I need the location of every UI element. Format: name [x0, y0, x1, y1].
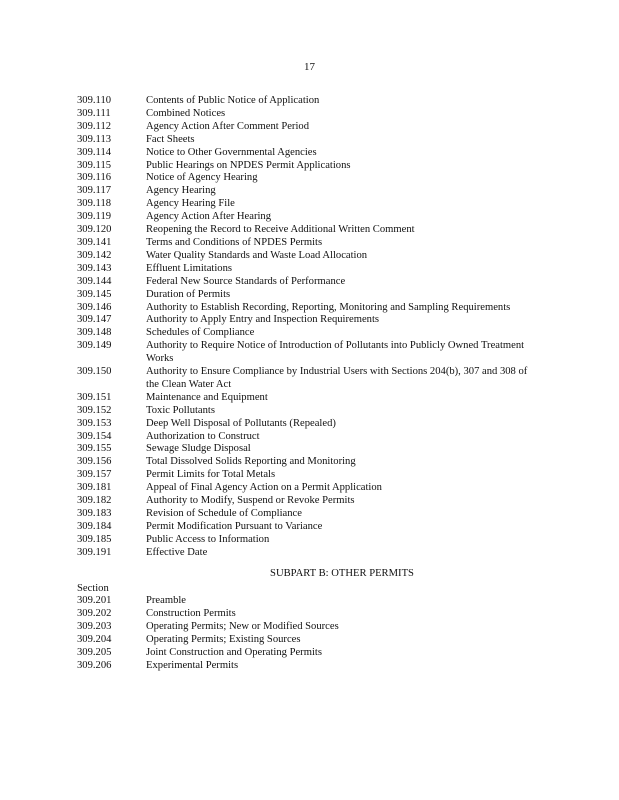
toc-entry: [77, 366, 537, 392]
section-title: Notice of Agency Hearing: [146, 172, 258, 184]
section-number: 309.154: [77, 430, 112, 442]
section-title: Deep Well Disposal of Pollutants (Repealed): [146, 417, 336, 429]
toc-entry: [77, 302, 537, 315]
section-title: Revision of Schedule of Compliance: [146, 508, 302, 519]
section-title: Public Hearings on NPDES Permit Applications: [146, 159, 351, 171]
toc-entry: [77, 224, 537, 237]
toc-entry: [77, 314, 537, 327]
section-label: Section: [77, 582, 109, 594]
section-title: Effective Date: [146, 546, 208, 558]
section-title: Public Access to Information: [146, 533, 270, 545]
section-number: 309.112: [77, 120, 112, 132]
section-title: Toxic Pollutants: [146, 404, 215, 416]
section-number: 309.202: [77, 608, 112, 620]
page-number: 17: [304, 61, 315, 73]
section-title: Operating Permits; Existing Sources: [146, 634, 301, 646]
section-number: 309.183: [77, 508, 112, 519]
section-number: 309.184: [77, 520, 112, 532]
section-title: Agency Hearing File: [146, 198, 235, 210]
toc-entry: [77, 521, 537, 534]
section-title: Agency Action After Hearing: [146, 211, 272, 223]
section-title: Contents of Public Notice of Application: [146, 95, 320, 106]
section-number: 309.155: [77, 443, 112, 455]
toc-entry: [77, 121, 537, 134]
section-title: Operating Permits; New or Modified Sources: [146, 621, 339, 633]
section-title: Combined Notices: [146, 107, 226, 119]
toc-entry: [77, 392, 537, 405]
toc-entry: [77, 95, 537, 108]
section-title: Permit Modification Pursuant to Variance: [146, 520, 323, 532]
section-number: 309.142: [77, 249, 112, 261]
section-number: 309.143: [77, 262, 112, 274]
toc-entry: [77, 508, 537, 521]
section-title: Construction Permits: [146, 608, 236, 620]
section-number: 309.156: [77, 456, 112, 468]
section-title: Authority to Require Notice of Introduction of Pollutants into Publicly Owned Treatment Works: [146, 340, 525, 365]
toc-entry: [77, 608, 537, 621]
toc-entry: [77, 172, 537, 185]
section-number: 309.141: [77, 236, 112, 248]
section-number: 309.146: [77, 301, 112, 313]
toc-entry: [77, 418, 537, 431]
section-number: 309.201: [77, 595, 112, 607]
toc-entry: [77, 456, 537, 469]
section-title: Preamble: [146, 595, 187, 607]
toc-entry: [77, 108, 537, 121]
section-title: Fact Sheets: [146, 133, 195, 145]
section-title: Permit Limits for Total Metals: [146, 469, 276, 481]
section-number: 309.120: [77, 224, 112, 236]
section-title: Effluent Limitations: [146, 262, 233, 274]
section-number: 309.182: [77, 495, 112, 507]
toc-entry: [77, 185, 537, 198]
section-title: Duration of Permits: [146, 288, 231, 300]
section-title: Authority to Modify, Suspend or Revoke Permits: [146, 495, 355, 507]
section-number: 309.144: [77, 275, 112, 287]
section-title: Terms and Conditions of NPDES Permits: [146, 236, 323, 248]
section-number: 309.205: [77, 647, 112, 659]
toc-entry: [77, 547, 537, 560]
section-number: 309.157: [77, 469, 112, 481]
section-number: 309.117: [77, 185, 112, 197]
section-title: Federal New Source Standards of Performance: [146, 275, 346, 287]
section-number: 309.110: [77, 95, 112, 106]
toc-entry: [77, 431, 537, 444]
section-number: 309.118: [77, 198, 112, 210]
section-number: 309.185: [77, 533, 112, 545]
section-number: 309.149: [77, 340, 112, 352]
section-number: 309.113: [77, 133, 112, 145]
subpart-b-heading: SUBPART B: OTHER PERMITS: [270, 567, 414, 579]
section-title: Maintenance and Equipment: [146, 391, 268, 403]
section-number: 309.203: [77, 621, 112, 633]
section-number: 309.148: [77, 327, 112, 339]
section-title: Authority to Apply Entry and Inspection Requirements: [146, 314, 380, 326]
section-number: 309.152: [77, 404, 112, 416]
section-title: Joint Construction and Operating Permits: [146, 647, 322, 659]
toc-entry: [77, 340, 537, 366]
section-number: 309.151: [77, 391, 112, 403]
subpart-b-list: [77, 595, 537, 672]
section-title: Total Dissolved Solids Reporting and Monitoring: [146, 456, 356, 468]
section-number: 309.204: [77, 634, 112, 646]
section-title: Appeal of Final Agency Action on a Permit Application: [146, 482, 382, 494]
toc-entry: [77, 289, 537, 302]
toc-entry: [77, 469, 537, 482]
section-number: 309.150: [77, 366, 112, 378]
section-number: 309.145: [77, 288, 112, 300]
toc-entry: [77, 211, 537, 224]
section-number: 309.114: [77, 146, 112, 158]
section-number: 309.181: [77, 482, 112, 494]
toc-entry: [77, 534, 537, 547]
section-title: Agency Hearing: [146, 185, 216, 197]
section-number: 309.111: [77, 107, 111, 119]
toc-entry: [77, 276, 537, 289]
section-number: 309.115: [77, 159, 112, 171]
toc-entry: [77, 147, 537, 160]
section-number: 309.147: [77, 314, 112, 326]
section-title: Water Quality Standards and Waste Load Allocation: [146, 249, 368, 261]
section-title: Authorization to Construct: [146, 430, 260, 442]
section-number: 309.191: [77, 546, 112, 558]
section-title: Authority to Establish Recording, Reporting, Monitoring and Sampling Requirements: [146, 301, 511, 313]
toc-entry: [77, 134, 537, 147]
section-title: Reopening the Record to Receive Additional Written Comment: [146, 224, 415, 236]
section-number: 309.119: [77, 211, 112, 223]
toc-entry: [77, 237, 537, 250]
toc-entry: [77, 634, 537, 647]
section-title: Sewage Sludge Disposal: [146, 443, 251, 455]
toc-entry: [77, 263, 537, 276]
section-title: Schedules of Compliance: [146, 327, 255, 339]
section-title: Agency Action After Comment Period: [146, 120, 309, 132]
section-title: Experimental Permits: [146, 659, 239, 671]
section-title: Authority to Ensure Compliance by Industrial Users with Sections 204(b), 307 and 308 of the Clean Water Act: [146, 366, 528, 390]
toc-entry: [77, 250, 537, 263]
toc-entry: [77, 443, 537, 456]
section-number: 309.153: [77, 417, 112, 429]
subpart-a-list: [77, 95, 537, 560]
toc-entry: [77, 647, 537, 660]
section-number: 309.206: [77, 659, 112, 671]
toc-entry: [77, 495, 537, 508]
table-of-contents: [77, 95, 537, 673]
toc-entry: [77, 595, 537, 608]
toc-entry: [77, 482, 537, 495]
toc-entry: [77, 198, 537, 211]
toc-entry: [77, 327, 537, 340]
toc-entry: [77, 660, 537, 673]
toc-entry: [77, 621, 537, 634]
section-number: 309.116: [77, 172, 112, 184]
section-title: Notice to Other Governmental Agencies: [146, 146, 317, 158]
toc-entry: [77, 405, 537, 418]
toc-entry: [77, 160, 537, 173]
